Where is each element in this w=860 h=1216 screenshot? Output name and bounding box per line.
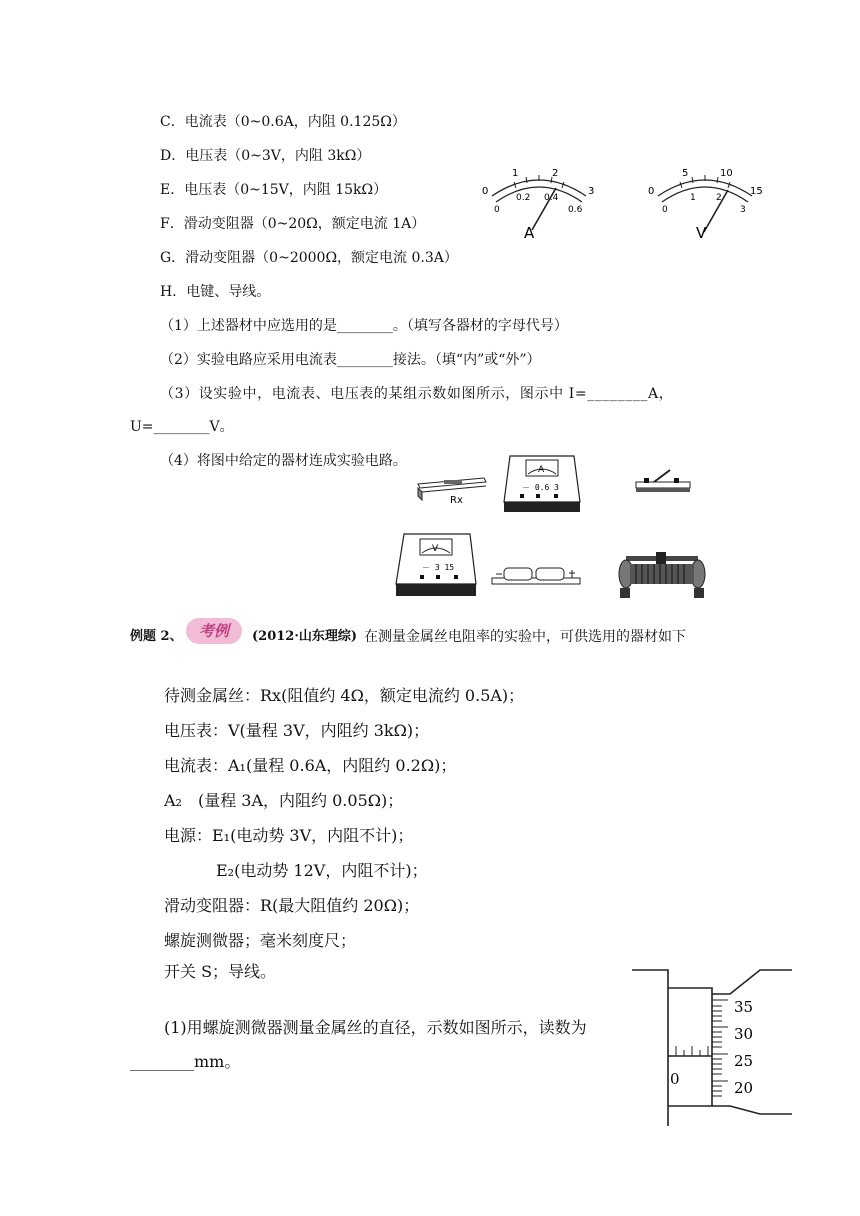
micrometer-label-20: 20 [734,1079,754,1097]
voltmeter-letter: V [696,224,707,242]
voltmeter-top-0: 0 [648,186,655,197]
voltmeter-bottom-3: 3 [740,205,746,215]
item-ammeter-a1: 电流表：A₁(量程 0.6A，内阻约 0.2Ω)； [164,756,457,775]
voltmeter-top-3: 15 [750,186,763,197]
option-h: H．电键、导线。 [160,284,271,300]
ammeter-face-letter: A [538,465,545,475]
voltmeter-face-letter: V [432,544,439,554]
example-intro: 在测量金属丝电阻率的实验中，可供选用的器材如下 [364,629,686,645]
question-micrometer: (1)用螺旋测微器测量金属丝的直径，示数如图所示，读数为 [164,1018,587,1037]
exam-badge: 考例 [186,618,242,644]
battery-icon [490,562,584,590]
ammeter-dial [474,162,604,242]
question-2: （2）实验电路应采用电流表________接法。（填“内”或“外”） [160,352,541,368]
voltmeter-top-1: 5 [682,168,689,179]
option-e: E．电压表（0~15V，内阻 15kΩ） [160,182,388,198]
option-c: C．电流表（0~0.6A，内阻 0.125Ω） [160,114,406,130]
question-1: （1）上述器材中应选用的是________。（填写各器材的字母代号） [160,318,568,334]
item-switch: 开关 S；导线。 [164,962,277,981]
ammeter-top-2: 2 [552,168,559,179]
ammeter-top-3: 3 [588,186,595,197]
voltmeter-terminals: － 3 15 [422,563,455,572]
option-f: F．滑动变阻器（0~20Ω，额定电流 1A） [160,216,426,232]
example-source: (2012·山东理综) [252,629,358,644]
ammeter-top-0: 0 [482,186,489,197]
voltmeter-bottom-2: 2 [716,193,722,203]
ammeter-bottom-0: 0 [494,205,500,215]
micrometer-diagram [632,966,794,1128]
voltmeter-dial [640,162,770,242]
resistor-rx-icon [414,470,490,510]
ammeter-bottom-1: 0.2 [516,193,531,203]
switch-icon [634,466,694,496]
question-4: （4）将图中给定的器材连成实验电路。 [160,453,407,469]
option-d: D．电压表（0~3V，内阻 3kΩ） [160,148,371,164]
micrometer-label-35: 35 [734,998,754,1016]
question-micrometer-answer: ________mm。 [130,1052,241,1071]
item-source-e1: 电源：E₁(电动势 3V，内阻不计)； [164,826,414,845]
micrometer-label-30: 30 [734,1025,754,1043]
item-rheostat: 滑动变阻器：R(最大阻值约 20Ω)； [164,896,420,915]
ammeter-terminals: － 0.6 3 [522,483,559,492]
item-voltmeter: 电压表：V(量程 3V，内阻约 3kΩ)； [164,721,430,740]
voltmeter-bottom-1: 1 [690,193,696,203]
voltmeter-bottom-0: 0 [662,205,668,215]
item-ammeter-a2: A₂ (量程 3A，内阻约 0.05Ω)； [164,791,404,810]
voltmeter-top-2: 10 [720,168,733,179]
item-metal-wire: 待测金属丝：Rx(阻值约 4Ω，额定电流约 0.5A)； [164,686,525,705]
item-source-e2: E₂(电动势 12V，内阻不计)； [216,861,428,880]
example-label: 例题 2、 [130,629,183,644]
question-3-cont: U=________V。 [130,419,234,435]
ammeter-bottom-3: 0.6 [568,205,583,215]
option-g: G．滑动变阻器（0~2000Ω，额定电流 0.3A） [160,250,458,266]
voltmeter-device-icon [392,530,480,602]
item-micrometer: 螺旋测微器；毫米刻度尺； [164,931,357,950]
ammeter-top-1: 1 [512,168,519,179]
ammeter-letter: A [524,224,535,242]
micrometer-zero: 0 [670,1070,680,1088]
rheostat-icon [616,550,708,602]
question-3: （3）设实验中，电流表、电压表的某组示数如图所示，图示中 I=________A， [160,386,674,402]
ammeter-bottom-2: 0.4 [544,193,559,203]
ammeter-device-icon [500,452,582,518]
rx-label: Rx [450,495,463,506]
micrometer-label-25: 25 [734,1052,754,1070]
